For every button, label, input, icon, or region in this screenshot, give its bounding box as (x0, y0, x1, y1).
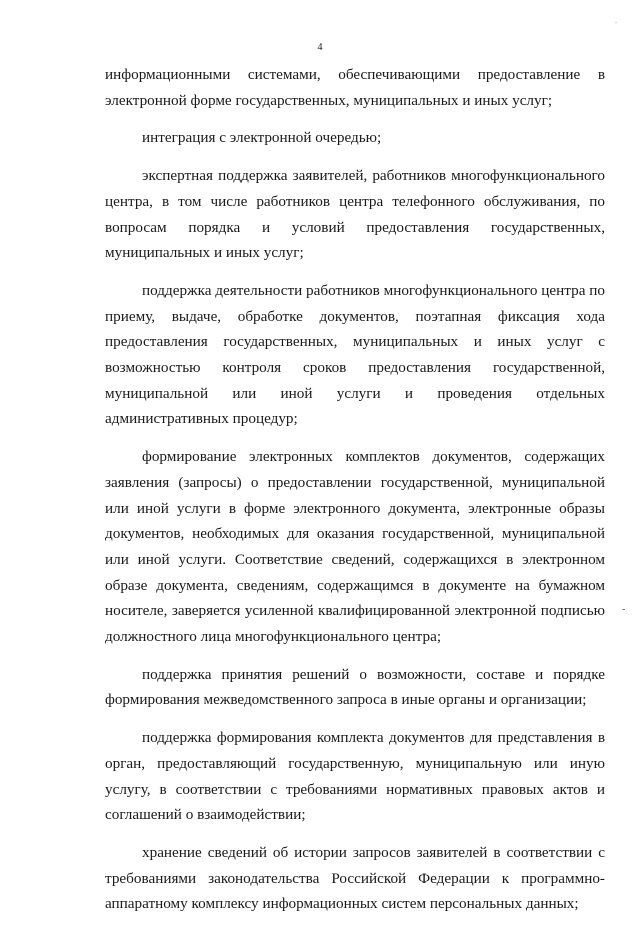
paragraph-continuation: информационными системами, обеспечивающими предоставление в электронной форме государственных, муниципальных и иных услуг; (105, 66, 605, 109)
paragraph: хранение сведений об истории запросов заявителей в соответствии с требованиями законодательства Российской Федерации к программно-аппаратному комплексу информационных систем персональных данных; (105, 843, 605, 913)
paragraph: формирование электронных комплектов документов, содержащих заявления (запросы) о предоставлении государственной, муниципальной или иной услуги в форме электронного документа, электронные образы документов, необходимых для оказания государственной, муниципальной или иной услуги. Соответствие сведений, содержащихся в электронном образе документа, сведениям, содержащимся в документе на бумажном носителе, заверяется усиленной квалифицированной электронной подписью должностного лица многофункционального центра; (105, 448, 605, 646)
page-number: 4 (317, 42, 323, 53)
document-body (105, 62, 605, 929)
paragraph: поддержка деятельности работников многофункционального центра по приему, выдаче, обработке документов, поэтапная фиксация хода предоставления государственных, муниципальных и иных услуг с возможностью контроля сроков предоставления государственной, муниципальной или иной услуги и проведения отдельных административных процедур; (105, 281, 605, 428)
paragraph: поддержка принятия решений о возможности, составе и порядке формирования межведомственного запроса в иные органы и организации; (105, 665, 605, 709)
paragraph: интеграция с электронной очередью; (142, 129, 382, 147)
paragraph: поддержка формирования комплекта документов для представления в орган, предоставляющий государственную, муниципальную или иную услугу, в соответствии с требованиями нормативных правовых актов и соглашений о взаимодействии; (105, 729, 605, 824)
margin-mark: - (622, 604, 626, 615)
paragraph: экспертная поддержка заявителей, работников многофункционального центра, в том числе работников центра телефонного обслуживания, по вопросам порядка и условий предоставления государственных, муниципальных и иных услуг; (105, 167, 605, 262)
scan-mark: . (615, 16, 617, 25)
